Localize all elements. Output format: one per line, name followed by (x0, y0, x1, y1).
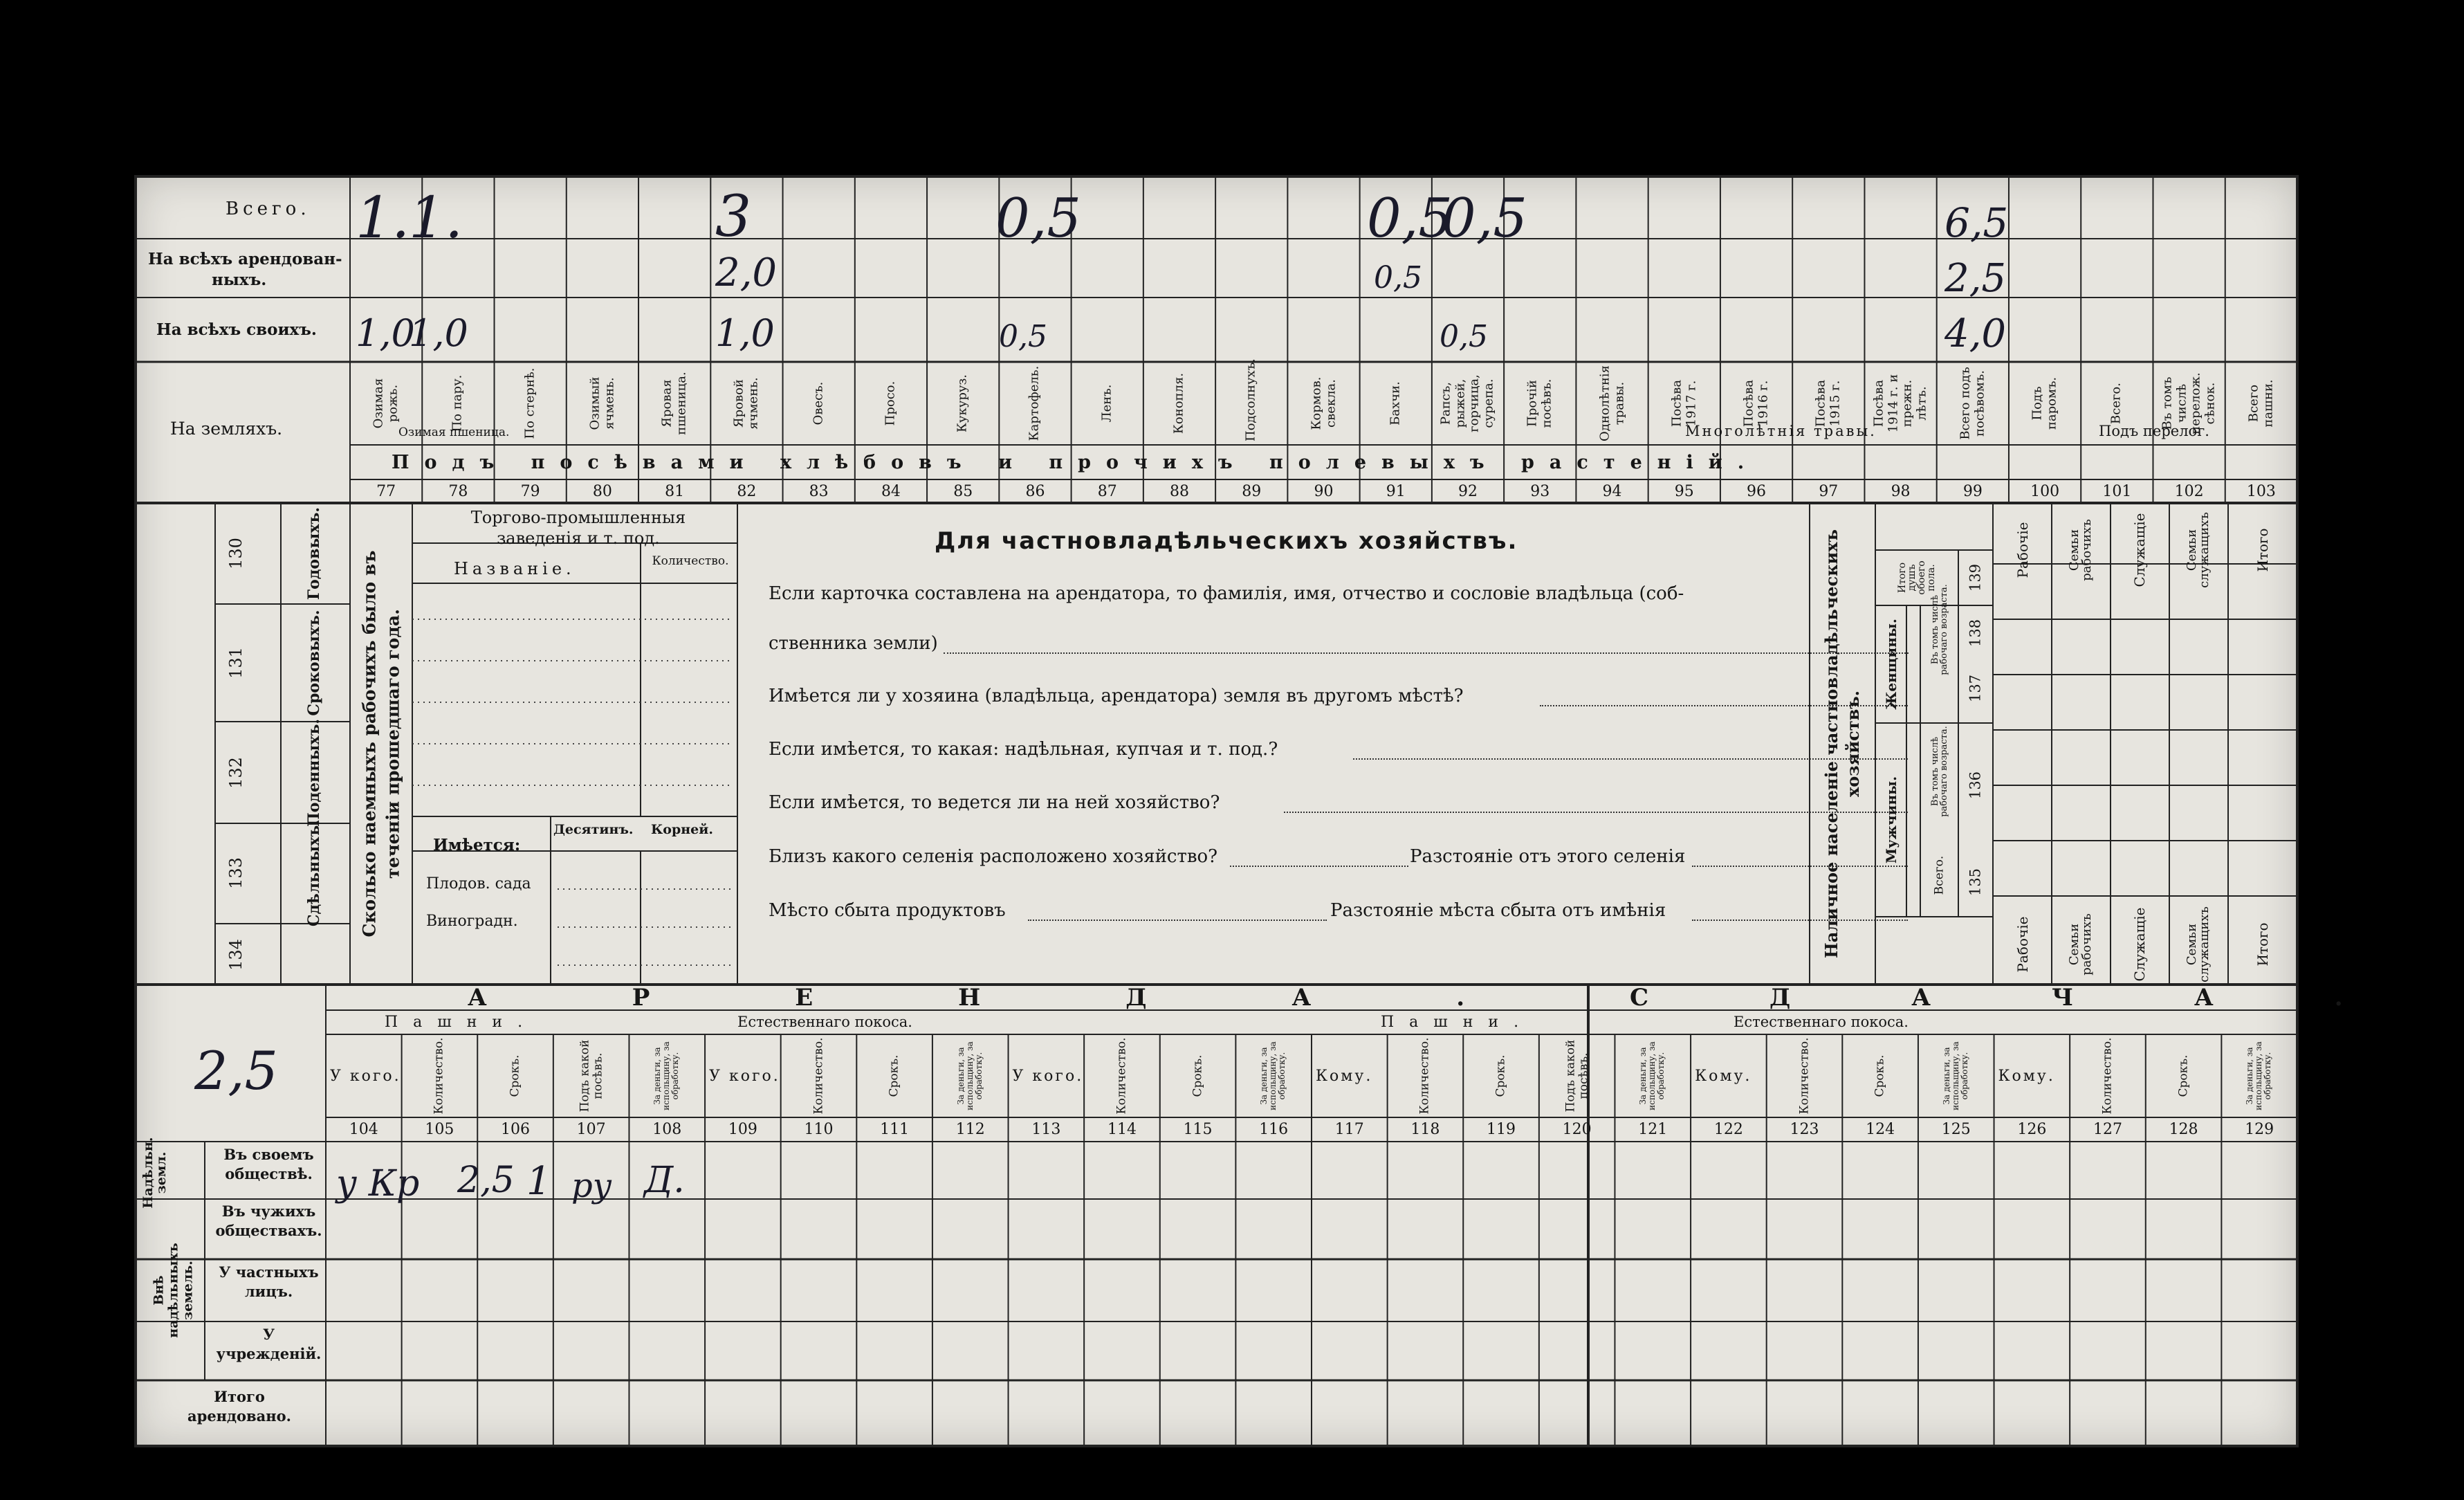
q6b-fill-line[interactable] (1692, 920, 1908, 921)
hw-vsego-82: 3 (715, 184, 752, 250)
bottom-col-num-106: 106 (501, 1121, 531, 1138)
top-col-label-101: Всего. (2109, 383, 2124, 424)
bottom-col-label-119: Срокъ. (1493, 1054, 1508, 1097)
bottom-col-num-124: 124 (1866, 1121, 1895, 1138)
label-podennykh: Поденныхъ. (305, 718, 323, 827)
row-chuzh: Въ чужихъ обществахъ. (215, 1202, 322, 1240)
bottom-col-label-106: Срокъ. (508, 1054, 522, 1097)
hw-arend-82: 2,0 (715, 250, 778, 295)
hw-usloviya: Д. (644, 1160, 685, 1201)
num-138: 138 (1967, 619, 1984, 648)
q3: Если имѣется, то какая: надѣльная, купчая и т. под.? (769, 739, 1278, 760)
label-itogo-dush: Итого душъ обоего пола. (1897, 560, 1937, 595)
top-col-num-82: 82 (737, 483, 757, 500)
label-zhenshchiny: Женщины. (1883, 619, 1900, 710)
top-col-label-83: Овесъ. (811, 381, 826, 426)
top-col-label-80: Озимый ячмень. (587, 376, 616, 430)
bottom-col-num-105: 105 (425, 1121, 454, 1138)
workers-label: Сколько наемныхъ рабочихъ было въ теченіи прошедшаго года. (359, 550, 403, 937)
sub-perelog: Подъ перелог. (2099, 423, 2209, 439)
sdacha-pokos: Естественнаго покоса. (1734, 1014, 1909, 1030)
top-col-num-103: 103 (2246, 483, 2276, 500)
bottom-col-num-107: 107 (576, 1121, 606, 1138)
row-label-zemlyah: На земляхъ. (170, 419, 283, 439)
hw-vsego-91: 0,5 (1367, 188, 1453, 250)
top-col-num-94: 94 (1602, 483, 1622, 500)
top-col-num-89: 89 (1242, 483, 1262, 500)
hw-svoih-86: 0,5 (999, 319, 1047, 354)
band-title: Подъ посѣвами хлѣбовъ и прочихъ полевыхъ растеній. (392, 452, 1760, 473)
bottom-col-label-108: За деньги, за испольщину, за обработку. (652, 1041, 681, 1110)
row-uchr: У учрежденій. (216, 1326, 322, 1363)
arenda-title: АРЕНДА. (468, 984, 1610, 1012)
bottom-col-label-127: Количество. (2100, 1037, 2115, 1115)
bottom-col-label-109: У кого. (709, 1068, 780, 1085)
top-col-label-94: Однолѣтнія травы. (1597, 365, 1626, 441)
rc-itogo-bot: Итого (2254, 922, 2271, 967)
hw-svoih-78: 1,0 (409, 311, 468, 355)
bottom-col-label-124: Срокъ. (1873, 1054, 1887, 1097)
num-131: 131 (226, 647, 246, 679)
bottom-col-label-107: Подъ какой посѣвъ. (577, 1039, 605, 1113)
top-col-num-101: 101 (2102, 483, 2132, 500)
hw-svoih-99: 4,0 (1944, 311, 2007, 356)
rc-semi-sl-bot: Семьи служащихъ (2185, 906, 2212, 982)
top-col-label-84: Просо. (883, 381, 898, 426)
private-title: Для частновладѣльческихъ хозяйствъ. (935, 527, 1518, 555)
q5a: Близъ какого селенія расположено хозяйство? (769, 846, 1218, 867)
trade-title: Торгово-промышленныя заведенія и т. под. (470, 508, 686, 548)
rc-rabochie-bot: Рабочіе (2014, 916, 2031, 973)
top-col-num-95: 95 (1674, 483, 1694, 500)
hw-svoih-77: 1,0 (356, 311, 415, 355)
top-col-num-79: 79 (520, 483, 540, 500)
bottom-col-label-122: Кому. (1695, 1068, 1752, 1085)
hw-kolichestvo: 2,5 (457, 1160, 515, 1201)
rc-semi-rab-bot: Семьи рабочихъ (2067, 913, 2094, 976)
bottom-col-label-105: Количество. (432, 1037, 447, 1115)
q1a: Если карточка составлена на арендатора, то фамилія, имя, отчество и сословіе владѣльца (соб- (769, 583, 1684, 604)
label-vne-nadel: Внѣ надѣльныхъ земель. (151, 1243, 196, 1338)
bottom-col-num-110: 110 (804, 1121, 834, 1138)
top-col-num-92: 92 (1458, 483, 1478, 500)
korney: Корней. (651, 822, 713, 837)
top-col-num-88: 88 (1169, 483, 1189, 500)
bottom-col-num-127: 127 (2093, 1121, 2122, 1138)
top-col-label-86: Картофель. (1027, 365, 1042, 441)
row-label-svoih: На всѣхъ своихъ. (156, 320, 317, 339)
q5b-fill-line[interactable] (1692, 866, 1908, 867)
num-133: 133 (226, 857, 246, 889)
bottom-col-num-104: 104 (349, 1121, 378, 1138)
row-label-vsego: Всего. (226, 199, 311, 219)
bottom-col-num-125: 125 (1941, 1121, 1971, 1138)
top-col-num-98: 98 (1891, 483, 1911, 500)
top-col-label-79: По стернѣ. (522, 367, 537, 439)
sub-ozimaya: Озимая пшеница. (398, 426, 510, 439)
bottom-col-num-122: 122 (1713, 1121, 1743, 1138)
top-col-label-100: Подъ паромъ. (2030, 376, 2059, 430)
q4: Если имѣется, то ведется ли на ней хозяйство? (769, 792, 1220, 813)
census-card-sheet (136, 176, 2464, 1446)
hw-vsego-92: 0,5 (1442, 188, 1528, 250)
q2: Имѣется ли у хозяина (владѣльца, арендатора) земля въ другомъ мѣстѣ? (769, 686, 1464, 706)
num-136: 136 (1967, 771, 1984, 800)
label-sdelnykh: Сдѣльныхъ. (305, 820, 323, 926)
row-label-arend: На всѣхъ арендован- (148, 250, 342, 268)
top-col-label-93: Прочій посѣвъ. (1525, 378, 1554, 428)
label-srokovykh: Сроковыхъ. (305, 610, 323, 716)
label-muzhchiny: Мужчины. (1883, 776, 1900, 864)
top-col-num-81: 81 (665, 483, 685, 500)
bottom-col-label-116: За деньги, за испольщину, за обработку. (1259, 1041, 1287, 1110)
rc-rabochie-top: Рабочіе (2014, 522, 2031, 578)
bottom-col-num-113: 113 (1031, 1121, 1061, 1138)
bottom-col-label-110: Количество. (811, 1037, 826, 1115)
label-vt-rab-m: Въ томъ числѣ рабочаго возраста. (1930, 726, 1949, 817)
bottom-col-label-128: Срокъ. (2176, 1054, 2191, 1097)
sdacha-pashni: Пашни. (1381, 1014, 1534, 1031)
bottom-col-label-104: У кого. (330, 1068, 401, 1085)
trade-qty: Количество. (652, 554, 729, 568)
bottom-col-num-117: 117 (1334, 1121, 1364, 1138)
hw-vsego-86: 0,5 (995, 188, 1082, 250)
bottom-col-label-115: Срокъ. (1190, 1054, 1205, 1097)
bottom-col-num-115: 115 (1183, 1121, 1213, 1138)
top-col-label-90: Кормов. свекла. (1308, 376, 1338, 430)
top-col-label-82: Яровой ячмень. (731, 377, 761, 430)
sub-mnogolet: Многолѣтнія травы. (1685, 423, 1877, 439)
arenda-pokos: Естественнаго покоса. (737, 1014, 912, 1030)
top-col-label-97: Посѣва 1915 г. (1813, 379, 1843, 428)
hw-arend-91: 0,5 (1374, 260, 1422, 295)
row-svoem: Въ своемъ обществѣ. (223, 1146, 314, 1183)
top-col-num-77: 77 (376, 483, 396, 500)
top-col-label-77: Озимая рожь. (371, 378, 401, 429)
num-134: 134 (226, 939, 246, 971)
trade-name: Названіе. (454, 559, 576, 578)
top-col-label-78: По пару. (450, 374, 466, 432)
top-col-num-97: 97 (1819, 483, 1839, 500)
top-col-num-90: 90 (1314, 483, 1334, 500)
top-col-label-96: Посѣва 1916 г. (1741, 379, 1771, 428)
label-godovykh: Годовыхъ. (305, 506, 323, 601)
label-vt-rab-z: Въ томъ числѣ рабочаго возраста. (1930, 584, 1949, 675)
top-col-num-96: 96 (1747, 483, 1767, 500)
bottom-col-num-126: 126 (2017, 1121, 2047, 1138)
bottom-col-num-128: 128 (2169, 1121, 2198, 1138)
hw-srok: 1 (526, 1159, 551, 1204)
bottom-col-num-123: 123 (1790, 1121, 1819, 1138)
bottom-col-label-125: За деньги, за испольщину, за обработку. (1941, 1041, 1970, 1110)
bottom-col-label-121: За деньги, за испольщину, за обработку. (1638, 1041, 1666, 1110)
bottom-col-label-123: Количество. (1797, 1037, 1812, 1115)
hw-vsego-78: 1. (409, 185, 463, 251)
label-vsego-m: Всего. (1932, 855, 1947, 895)
vinograd: Виноградн. (426, 913, 518, 930)
imeetsya: Имѣется: (433, 836, 521, 854)
top-col-label-92: Рапсъ, рыжей, горчица, сурепа. (1438, 374, 1496, 432)
num-137: 137 (1967, 674, 1984, 703)
q5b: Разстояніе отъ этого селенія (1410, 846, 1686, 867)
top-col-num-83: 83 (809, 483, 829, 500)
num-132: 132 (226, 757, 246, 789)
bottom-col-label-113: У кого. (1012, 1068, 1084, 1085)
q4-fill-line[interactable] (1284, 812, 1908, 813)
num-135: 135 (1967, 868, 1984, 897)
bottom-col-label-120: Подъ какой посѣвъ. (1563, 1039, 1590, 1113)
bottom-col-num-118: 118 (1410, 1121, 1440, 1138)
rc-itogo-top: Итого (2254, 528, 2271, 572)
row-chast: У частныхъ лицъ. (219, 1263, 319, 1301)
bottom-col-label-117: Кому. (1316, 1068, 1373, 1085)
top-col-label-102: Въ томъ числѣ перелож. сѣнок. (2160, 372, 2218, 435)
row-itogo: Итого арендовано. (187, 1388, 291, 1425)
bottom-col-num-116: 116 (1259, 1121, 1289, 1138)
desyatin: Десятинъ. (553, 822, 634, 837)
top-col-num-100: 100 (2030, 483, 2060, 500)
num-139: 139 (1967, 563, 1984, 592)
top-col-num-87: 87 (1097, 483, 1117, 500)
sdacha-title: СДАЧА. (1630, 984, 2464, 1012)
top-col-num-84: 84 (881, 483, 901, 500)
top-col-num-102: 102 (2174, 483, 2204, 500)
bottom-col-num-108: 108 (652, 1121, 682, 1138)
hw-svoih-92: 0,5 (1440, 319, 1488, 354)
q5a-fill-line[interactable] (1230, 866, 1408, 867)
top-col-num-86: 86 (1025, 483, 1045, 500)
top-col-label-91: Бахчи. (1388, 381, 1403, 426)
top-col-num-78: 78 (448, 483, 468, 500)
bottom-col-num-112: 112 (955, 1121, 985, 1138)
top-col-label-89: Подсолнухъ. (1243, 358, 1258, 441)
rc-semi-rab-top: Семьи рабочихъ (2067, 519, 2094, 581)
hw-vsego-77: 1. (356, 185, 410, 251)
hw-svoih-82: 1,0 (715, 311, 775, 355)
rc-sluzh-top: Служащіе (2131, 513, 2148, 587)
bottom-col-num-121: 121 (1638, 1121, 1668, 1138)
bottom-col-label-112: За деньги, за испольщину, за обработку. (955, 1041, 984, 1110)
top-col-label-87: Ленъ. (1099, 384, 1114, 423)
bottom-col-label-114: Количество. (1114, 1037, 1129, 1115)
label-nadel: Надѣльн. земл. (140, 1137, 169, 1209)
bottom-col-num-129: 129 (2245, 1121, 2274, 1138)
bottom-col-label-111: Срокъ. (887, 1054, 901, 1097)
hw-u-kogo: у Кр (336, 1163, 420, 1205)
top-col-label-99: Всего подъ посѣвомъ. (1958, 367, 1987, 440)
top-col-num-91: 91 (1386, 483, 1406, 500)
hw-total-arenda: 2,5 (194, 1040, 278, 1101)
bottom-col-num-120: 120 (1562, 1121, 1592, 1138)
bottom-col-label-126: Кому. (1998, 1068, 2055, 1085)
rc-sluzh-bot: Служащіе (2131, 907, 2148, 982)
top-col-label-81: Яровая пшеница. (659, 372, 689, 435)
top-col-num-80: 80 (592, 483, 612, 500)
top-col-label-103: Всего пашни. (2246, 379, 2275, 428)
q6b: Разстояніе мѣста сбыта отъ имѣнія (1330, 900, 1666, 921)
q6a-fill-line[interactable] (1028, 920, 1327, 921)
bottom-col-num-111: 111 (880, 1121, 910, 1138)
bottom-col-num-114: 114 (1107, 1121, 1137, 1138)
bottom-col-label-118: Количество. (1418, 1037, 1433, 1115)
top-col-label-88: Конопля. (1171, 372, 1186, 435)
top-col-label-95: Посѣва 1917 г. (1669, 379, 1698, 428)
hw-posev: ру (571, 1167, 612, 1205)
rc-semi-sl-top: Семьи служащихъ (2185, 512, 2212, 588)
population-label: Наличное населеніе частновладѣльческихъ хозяйствъ. (1821, 529, 1863, 958)
bottom-col-num-109: 109 (728, 1121, 757, 1138)
top-col-label-98: Посѣва 1914 г. и прежн. лѣтъ. (1871, 374, 1929, 433)
top-col-label-85: Кукуруз. (955, 374, 970, 433)
row-label-arend-2: ныхъ. (212, 271, 267, 289)
top-col-num-93: 93 (1530, 483, 1550, 500)
hw-arend-99: 2,5 (1944, 256, 2007, 301)
q1-fill-line[interactable] (944, 652, 1909, 654)
top-col-num-85: 85 (953, 483, 973, 500)
top-col-num-99: 99 (1962, 483, 1983, 500)
arenda-pashni: Пашни. (385, 1014, 538, 1031)
hw-vsego-99: 6,5 (1944, 199, 2009, 246)
q6a: Мѣсто сбыта продуктовъ (769, 900, 1006, 921)
bottom-col-label-129: За деньги, за испольщину, за обработку. (2245, 1041, 2273, 1110)
num-130: 130 (226, 538, 246, 569)
plodov: Плодов. сада (426, 875, 531, 893)
bottom-col-num-119: 119 (1487, 1121, 1516, 1138)
q1b: ственника земли) (769, 633, 938, 654)
